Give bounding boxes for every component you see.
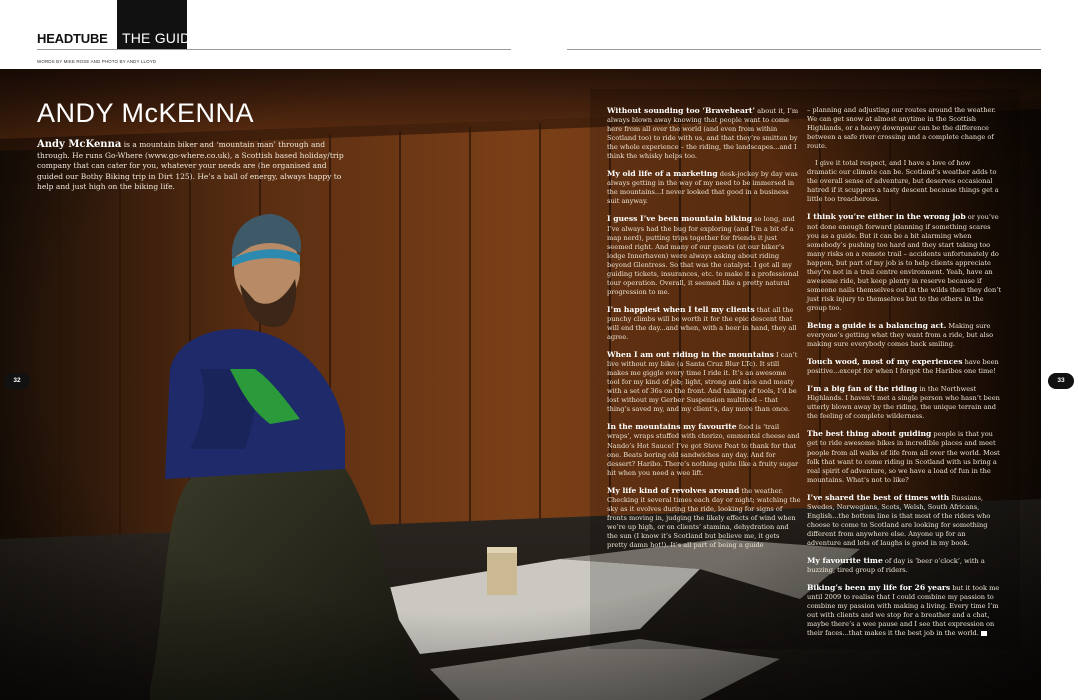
page-number-right: 33: [1048, 373, 1074, 389]
paragraph-lead: My favourite time: [807, 555, 883, 565]
article-paragraph: [607, 106, 801, 161]
paragraph-lead: The best thing about guiding: [807, 429, 932, 439]
article-paragraph: [807, 357, 1001, 376]
paragraph-lead: My old life of a marketing: [607, 169, 718, 179]
paragraph-text: I give it total respect, and I have a love of how dramatic our climate can be. Scotland’s weather adds to the overall sense of adventure, but deserves occasional hatred if it scuppers a tasty descent because things get a little too treacherous.: [807, 159, 999, 204]
page-header: [37, 0, 511, 52]
paragraph-lead: Touch wood, most of my experiences: [807, 357, 963, 367]
article-paragraph: [607, 214, 801, 296]
article-paragraph: [807, 493, 1001, 548]
paragraph-lead: Without sounding too ‘Braveheart’: [607, 106, 756, 115]
paragraph-text: the weather. Checking it several times each day or night; watching the sky as it evolves during the ride, looking for signs of fronts moving in, judging the likely effects of wind when we’re up high, or on clients’ stamina, dehydration and the sun (I know it’s Scotland but believe me, it gets pretty damn hot!). It’s all part of being a guide: [607, 486, 801, 549]
paragraph-lead: I’m a big fan of the riding: [807, 384, 918, 394]
paragraph-text: in the Northwest Highlands. I haven’t met a single person who hasn’t been utterly blown away by the riding, the unique terrain and the feeling of complete wilderness.: [807, 385, 1000, 421]
article-paragraph: [607, 169, 801, 206]
article-paragraph: [607, 350, 801, 414]
article-paragraph: [807, 321, 1001, 349]
paragraph-text: I can’t live without my bike (a Santa Cruz Blur LTc). It still makes me giggle every time I ride it. It’s an awesome tool for my kind of job; light, strong and nice and meaty with a set of 36s on the front. And talking of tools, I’d be lost without my Gerber Suspension multitool – that thing’s saved my, and my client’s, day more than once.: [607, 351, 798, 414]
article-column-2: [807, 106, 1001, 646]
paragraph-lead: My life kind of revolves around: [607, 485, 740, 495]
paragraph-text: Making sure everyone’s getting what they want from a ride, but also making sure everybody comes back smiling.: [807, 321, 994, 349]
photo-credit: WORDS BY MIKE ROSE AND PHOTO BY ANDY LLOYD: [37, 59, 157, 64]
paragraph-text: so long, and I’ve always had the bug for exploring (and I’m a bit of a map nerd), putting trips together for friends it just seemed right. And many of our guests (at our biker’s lodge Innerhaven) were always asking about riding beyond Glentress. So that was the catalyst. I got all my guiding tickets, insurances, etc. to make it a professional tour operation. Overall, it seemed like a pretty natural progression to me.: [607, 215, 799, 296]
intro-name: Andy McKenna: [37, 139, 122, 150]
paragraph-text: food is ‘trail wraps’, wraps stuffed with chorizo, emmental cheese and Nando’s Hot Sauce! I’ve got Steve Peat to thank for that one. Beats boring old sandwiches any day. And for dessert? Haribo. There’s nothing quite like a fruity sugar hit when you need a wee lift.: [607, 423, 800, 477]
header-rule-right: [567, 49, 1041, 50]
article-paragraph: [807, 106, 1001, 151]
paragraph-lead: I guess I’ve been mountain biking: [607, 214, 753, 224]
feature-title: ANDY McKENNA: [37, 98, 255, 128]
paragraph-text: but it took me until 2009 to realise that I could combine my passion to combine my passion with making a living. Every time I’m out with clients and we stop for a breather and a chat, maybe there’s a wee pause and I see that expression on their faces...that makes it the best job in the world.: [807, 584, 1000, 638]
article-paragraph: [807, 429, 1001, 484]
paragraph-lead: Being a guide is a balancing act.: [807, 320, 947, 330]
article-paragraph: [807, 556, 1001, 575]
article-paragraph: [807, 159, 1001, 204]
paragraph-text: about it, I’m always blown away knowing that people want to come here from all over the world (and even from within Scotland too) to ride with us, and that they’re smitten by the whole experience – the riding, the landscapes...and I think the whisky helps too.: [607, 107, 799, 161]
paragraph-text: – planning and adjusting our routes around the weather. We can get snow at almost anytime in the Scottish Highlands, or a heavy downpour can be the difference between a safe river crossing and a complete change of route.: [807, 106, 996, 151]
page-number-left: 32: [4, 373, 30, 389]
paragraph-text: that all the punchy climbs will be worth it for the epic descent that will end the day...and when, with a beer in hand, they all agree.: [607, 305, 797, 342]
paragraph-text: of day is ‘beer o’clock’, with a buzzing, tired group of riders.: [807, 556, 985, 575]
paragraph-lead: I’ve shared the best of times with: [807, 492, 950, 502]
paragraph-lead: In the mountains my favourite: [607, 422, 737, 432]
paragraph-text: people is that you get to ride awesome bikes in incredible places and meet people from all walks of life from all over the world. Most folk that want to come riding in Scotland with us bring a real spirit of adventure, so we have a load of fun in the mountains. What’s not to like?: [807, 430, 1000, 484]
paragraph-lead: I’m happiest when I tell my clients: [607, 304, 755, 314]
paragraph-text: or you’ve not done enough forward planning if something scares you as a guide. But it can be a bit alarming when somebody’s pushing too hard and they start taking too many risks on a remote trail – accidents unfortunately do happen, but part of my job is to help clients appreciate they’re not in a trail centre environment. Yeah, have an awesome ride, but keep plenty in reserve because if someone nails themselves out in the wilds then they don’t just risk injury to themselves but to the others in the group too.: [807, 213, 1001, 312]
paragraph-text: have been positive...except for when I forgot the Haribos one time!: [807, 358, 999, 376]
paragraph-text: Russians, Swedes, Norwegians, Scots, Welsh, South Africans, English...the bottom line is that most of the riders who choose to come to Scotland are looking for something different from anywhere else. Anyone up for an adventure and lots of laughs is good in my book.: [807, 493, 991, 547]
article-paragraph: [607, 486, 801, 550]
section-name: THE GUIDE: [122, 30, 201, 46]
paragraph-lead: Biking’s been my life for 26 years: [807, 583, 951, 593]
article-paragraph: [807, 583, 1001, 638]
intro-text: is a mountain biker and ‘mountain man’ through and through. He runs Go-Where (www.go-where.co.uk), a Scottish based holiday/trip company that can cater for you, whatever your needs are (he organised and guided our Bothy Biking trip in Dirt 125). He’s a ball of energy, always happy to help and just high on the biking life.: [37, 140, 344, 192]
article-column-1: [607, 106, 801, 558]
end-mark-icon: [981, 631, 987, 636]
header-rule-left: [37, 49, 511, 50]
article-paragraph: [607, 305, 801, 342]
paragraph-text: desk-jockey by day was always getting in the way of my need to be immersed in the mountains...I never looked that good in a business suit anyway.: [607, 170, 798, 206]
magazine-name: HEADTUBE: [37, 31, 108, 46]
paragraph-lead: I think you’re either in the wrong job: [807, 212, 966, 222]
article-paragraph: [807, 212, 1001, 313]
feature-intro: [37, 140, 349, 193]
article-paragraph: [607, 422, 801, 477]
paragraph-lead: When I am out riding in the mountains: [607, 350, 774, 360]
article-paragraph: [807, 384, 1001, 421]
